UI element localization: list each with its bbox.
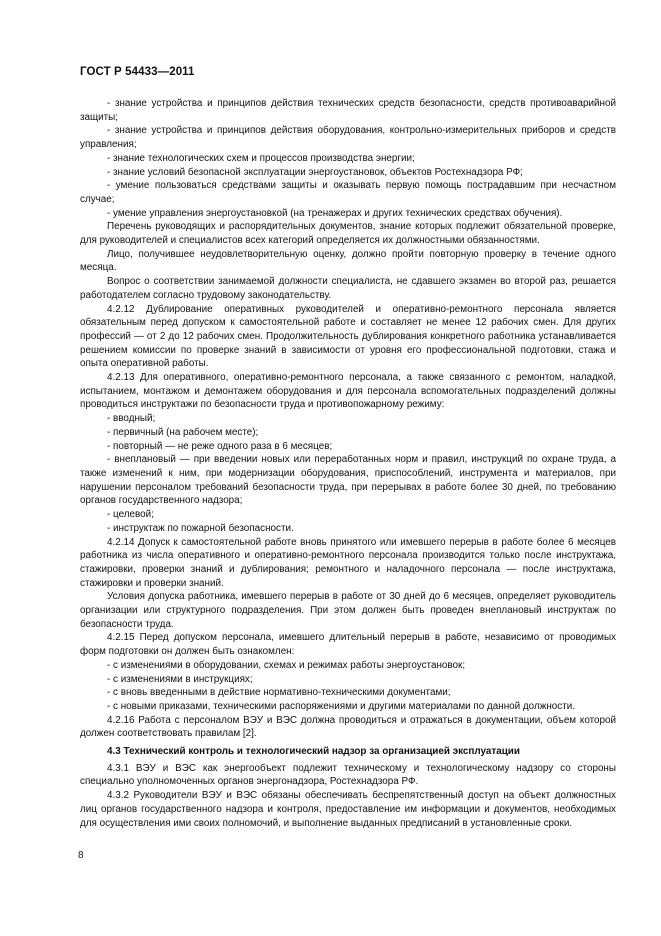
- paragraph: 4.2.16 Работа с персоналом ВЭУ и ВЭС должна проводиться и отражаться в документации, объем которой должен соответствовать правилам [2].: [80, 714, 616, 740]
- paragraph: 4.2.12 Дублирование оперативных руководителей и оперативно-ремонтного персонала является обязательным перед допуском к самостоятельной работе и составляет не менее 12 рабочих смен. Для других профессий — от 2 до 12 рабочих смен. Продолжительность дублирования конкретного работника устанавливается решением комиссии по проверке знаний в зависимости от уровня его профессиональной подготовки, стажа и опыта оперативной работы.: [80, 303, 616, 370]
- page-header-title: ГОСТ Р 54433—2011: [80, 66, 195, 78]
- paragraph: Перечень руководящих и распорядительных документов, знание которых подлежит обязательной проверке, для руководителей и специалистов всех категорий определяется их должностными обязанностями.: [80, 221, 616, 247]
- paragraph: - повторный — не реже одного раза в 6 месяцев;: [107, 440, 333, 452]
- page-number: 8: [78, 850, 84, 861]
- paragraph: - первичный (на рабочем месте);: [107, 426, 259, 438]
- paragraph: - знание условий безопасной эксплуатации энергоустановок, объектов Ростехнадзора РФ;: [107, 166, 523, 178]
- paragraph: - умение пользоваться средствами защиты и оказывать первую помощь пострадавшим при несчастном случае;: [80, 180, 616, 205]
- paragraph: - вводный;: [107, 413, 156, 425]
- paragraph: - с вновь введенными в действие нормативно-техническими документами;: [107, 687, 451, 699]
- paragraph: Условия допуска работника, имевшего перерыв в работе от 30 дней до 6 месяцев, определяет руководитель организации или структурного подразделения. При этом должен быть проведен внеплановый инструктаж по безопасности труда.: [80, 591, 616, 630]
- paragraph: - с новыми приказами, техническими распоряжениями и другими материалами по данной должности.: [107, 700, 575, 712]
- paragraph: - знание технологических схем и процессов производства энергии;: [107, 152, 415, 164]
- paragraph: - внеплановый — при введении новых или переработанных норм и правил, инструкций по охране труда, а также изменений к ним, при модернизации оборудования, приспособлений, инструмента и материалов, при нарушении персоналом требований безопасности труда, при перерывах в работе более 30 дней, по требованию органов государственного надзора;: [80, 454, 616, 507]
- paragraph: - знание устройства и принципов действия оборудования, контрольно-измерительных приборов и средств управления;: [80, 125, 616, 151]
- paragraph: - знание устройства и принципов действия технических средств безопасности, средств противоаварийной защиты;: [80, 98, 616, 123]
- paragraph: Лицо, получившее неудовлетворительную оценку, должно пройти повторную проверку в течение одного месяца.: [80, 248, 616, 274]
- paragraph: 4.3.2 Руководители ВЭУ и ВЭС обязаны обеспечивать беспрепятственный доступ на объект должностных лиц органов государственного надзора и контроля, предоставление им информации и документов, необходимых для осуществления ими своих полномочий, и выполнение выданных предписаний в установленные сроки.: [80, 790, 616, 829]
- paragraph: - целевой;: [107, 509, 154, 521]
- paragraph: 4.2.15 Перед допуском персонала, имевшего длительный перерыв в работе, независимо от проводимых форм подготовки он должен быть ознакомлен:: [80, 632, 616, 658]
- paragraph: 4.3.1 ВЭУ и ВЭС как энергообъект подлежит техническому и технологическому надзору со стороны специально уполномоченных органов энергонадзора, Ростехнадзора РФ.: [80, 762, 616, 788]
- paragraph: 4.2.13 Для оперативного, оперативно-ремонтного персонала, а также связанного с ремонтом, наладкой, испытанием, монтажом и демонтажем оборудования и для персонала вспомогательных подразделений должны проводиться инструктажи по безопасности труда и противопожарному режиму:: [80, 372, 616, 411]
- paragraph: Вопрос о соответствии занимаемой должности специалиста, не сдавшего экзамен во второй раз, решается работодателем согласно трудовому законодательству.: [80, 276, 616, 301]
- paragraph: - инструктаж по пожарной безопасности.: [107, 522, 294, 534]
- document-body: [80, 97, 616, 830]
- paragraph: 4.2.14 Допуск к самостоятельной работе вновь принятого или имевшего перерыв в работе более 6 месяцев работника из числа оперативного и оперативно-ремонтного персонала производится только после инструктажа, стажировки, проверки знаний и дублирования; ремонтного и наладочного персонала — после инструктажа, стажировки и проверки знаний.: [80, 536, 616, 589]
- paragraph: - с изменениями в инструкциях;: [107, 673, 253, 685]
- paragraph: - с изменениями в оборудовании, схемах и режимах работы энергоустановок;: [107, 659, 466, 671]
- paragraph: - умение управления энергоустановкой (на тренажерах и других технических средствах обучения).: [107, 207, 563, 219]
- section-heading: 4.3 Технический контроль и технологический надзор за организацией эксплуатации: [107, 746, 520, 758]
